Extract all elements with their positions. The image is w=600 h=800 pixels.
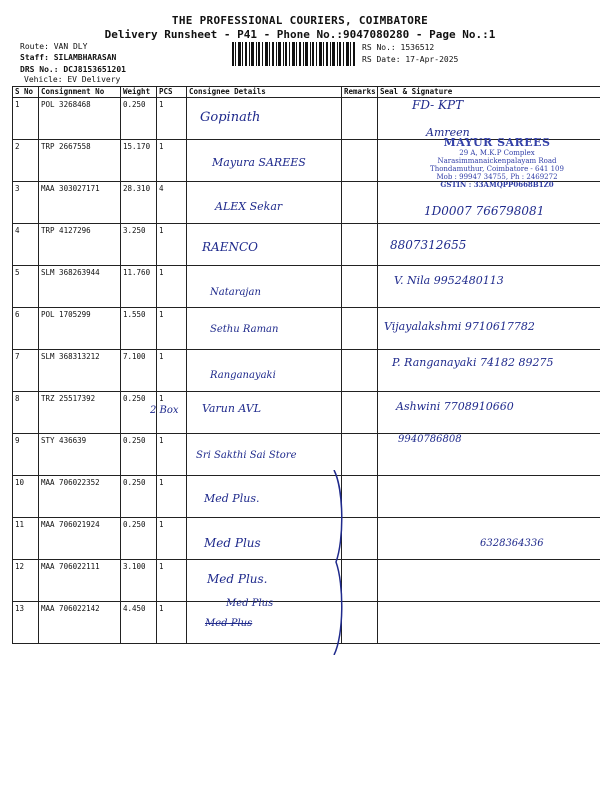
row-remarks — [342, 518, 378, 560]
consignee-handwriting: ALEX Sekar — [215, 200, 283, 213]
row-remarks — [342, 602, 378, 644]
row-weight: 0.250 — [121, 392, 157, 434]
row-weight: 0.250 — [121, 434, 157, 476]
row-remarks — [342, 476, 378, 518]
row-sno: 6 — [13, 308, 39, 350]
row-pcs: 1 — [157, 308, 187, 350]
row-remarks — [342, 308, 378, 350]
row-consignment: MAA 706022142 — [39, 602, 121, 644]
consignee-handwriting: Med Plus. — [204, 492, 260, 505]
table-row — [13, 98, 600, 140]
seal-signature-handwriting: P. Ranganayaki 74182 89275 — [392, 356, 554, 369]
header-consignee: Consignee Details — [187, 87, 342, 98]
row-pcs: 1 — [157, 476, 187, 518]
staff-label: Staff: SILAMBHARASAN — [20, 53, 117, 62]
stamp-line1: 29 A, M.K.P Complex — [459, 149, 535, 157]
drs-number: DRS No.: DCJ8153651201 — [20, 65, 126, 74]
rs-date: RS Date: 17-Apr-2025 — [362, 55, 459, 64]
row-weight: 28.310 — [121, 182, 157, 224]
row-pcs: 1 — [157, 140, 187, 182]
route-label: Route: VAN DLY — [20, 42, 88, 51]
header-sno: S No — [13, 87, 39, 98]
seal-signature-handwriting: Vijayalakshmi 9710617782 — [384, 320, 535, 333]
row-consignment: MAA 303027171 — [39, 182, 121, 224]
table-row — [13, 602, 600, 644]
row-consignment: TRP 4127296 — [39, 224, 121, 266]
row-consignment: POL 3268468 — [39, 98, 121, 140]
row13-struck-text: Med Plus — [205, 618, 253, 629]
header-pcs: PCS — [157, 87, 187, 98]
consignee-handwriting: RAENCO — [202, 240, 258, 254]
row-weight: 1.550 — [121, 308, 157, 350]
row-sno: 10 — [13, 476, 39, 518]
row-remarks — [342, 224, 378, 266]
row-seal-cell — [378, 476, 600, 518]
row-sno: 12 — [13, 560, 39, 602]
table-header-row — [13, 87, 600, 98]
row-remarks — [342, 266, 378, 308]
header-seal: Seal & Signature — [378, 87, 600, 98]
row-weight: 3.100 — [121, 560, 157, 602]
row-weight: 4.450 — [121, 602, 157, 644]
header-weight: Weight — [121, 87, 157, 98]
row-seal-cell — [378, 602, 600, 644]
seal-signature-handwriting: 6328364336 — [480, 538, 544, 549]
row-pcs: 1 — [157, 98, 187, 140]
row-remarks — [342, 560, 378, 602]
row-pcs: 1 — [157, 560, 187, 602]
company-stamp — [402, 136, 592, 189]
row-consignment: MAA 706022111 — [39, 560, 121, 602]
row-consignment: SLM 368313212 — [39, 350, 121, 392]
stamp-name: MAYUR SAREES — [443, 136, 551, 149]
document-subtitle: Delivery Runsheet - P41 - Phone No.:9047080280 - Page No.:1 — [104, 28, 496, 41]
seal-signature-handwriting: 9940786808 — [398, 434, 462, 445]
row-pcs: 1 — [157, 602, 187, 644]
row-sno: 8 — [13, 392, 39, 434]
header-remarks: Remarks — [342, 87, 378, 98]
consignee-handwriting: Med Plus — [204, 536, 261, 550]
row-sno: 7 — [13, 350, 39, 392]
row-pcs: 1 — [157, 434, 187, 476]
row-sno: 1 — [13, 98, 39, 140]
seal-signature-handwriting: FD- KPT — [412, 98, 464, 112]
row-weight: 7.100 — [121, 350, 157, 392]
vehicle-label: Vehicle: EV Delivery — [24, 75, 121, 84]
stamp-line3: Thondamuthur, Coimbatore - 641 109 — [430, 165, 564, 173]
row-pcs: 1 — [157, 224, 187, 266]
row-sno: 11 — [13, 518, 39, 560]
stamp-line4: Mob : 99947 34755, Ph : 2469272 — [436, 173, 558, 181]
row-pcs: 1 — [157, 518, 187, 560]
header-consignment: Consignment No — [39, 87, 121, 98]
row-weight: 3.250 — [121, 224, 157, 266]
row-remarks — [342, 182, 378, 224]
consignee-handwriting: Mayura SAREES — [212, 156, 306, 169]
row-remarks — [342, 392, 378, 434]
stamp-line2: Narasimmanaickenpalayam Road — [437, 157, 557, 165]
barcode-image — [232, 42, 356, 66]
seal-signature-handwriting: Ashwini 7708910660 — [396, 400, 514, 413]
row-remarks — [342, 98, 378, 140]
table-row — [13, 266, 600, 308]
row-pcs: 4 — [157, 182, 187, 224]
seal-signature-handwriting: 1D0007 766798081 — [424, 204, 545, 218]
table-row — [13, 476, 600, 518]
row-consignment: TRP 2667558 — [39, 140, 121, 182]
row-sno: 5 — [13, 266, 39, 308]
row-pcs: 1 — [157, 350, 187, 392]
row-sno: 3 — [13, 182, 39, 224]
row-remarks — [342, 434, 378, 476]
seal-signature-handwriting: Amreen — [426, 126, 470, 139]
document-title: THE PROFESSIONAL COURIERS, COIMBATORE — [171, 14, 429, 27]
row-weight: 0.250 — [121, 98, 157, 140]
row-sno: 13 — [13, 602, 39, 644]
row-sno: 9 — [13, 434, 39, 476]
row-pcs: 1 — [157, 266, 187, 308]
consignee-handwriting: Ranganayaki — [210, 370, 276, 381]
seal-signature-handwriting: 8807312655 — [390, 238, 467, 252]
row-seal-cell — [378, 560, 600, 602]
consignee-handwriting: Med Plus — [226, 598, 274, 609]
table-row — [13, 224, 600, 266]
consignee-handwriting: Gopinath — [200, 110, 261, 125]
seal-signature-handwriting: V. Nila 9952480113 — [394, 274, 504, 287]
row-consignment: MAA 706021924 — [39, 518, 121, 560]
row-weight: 0.250 — [121, 518, 157, 560]
row-pcs: 1 — [157, 392, 187, 434]
table-row — [13, 434, 600, 476]
rs-number: RS No.: 1536512 — [362, 43, 435, 52]
row-sno: 4 — [13, 224, 39, 266]
row8-box-note: 2 Box — [150, 405, 179, 416]
row-consignment: SLM 368263944 — [39, 266, 121, 308]
row-consignment: POL 1705299 — [39, 308, 121, 350]
row-weight: 15.170 — [121, 140, 157, 182]
grouping-brace — [332, 470, 346, 655]
row-sno: 2 — [13, 140, 39, 182]
consignee-handwriting: Sethu Raman — [210, 324, 279, 335]
consignee-handwriting: Sri Sakthi Sai Store — [196, 450, 297, 461]
stamp-gstin: GSTIN : 33AMQPP0668B1Z0 — [440, 180, 554, 189]
consignee-handwriting: Natarajan — [210, 287, 261, 298]
consignee-handwriting: Varun AVL — [202, 402, 262, 415]
row-weight: 11.760 — [121, 266, 157, 308]
row-seal-cell — [378, 98, 600, 140]
table-row — [13, 560, 600, 602]
row-remarks — [342, 140, 378, 182]
row-consignment: MAA 706022352 — [39, 476, 121, 518]
row-remarks — [342, 350, 378, 392]
row-consignment: STY 436639 — [39, 434, 121, 476]
consignee-handwriting: Med Plus. — [207, 572, 268, 586]
row-consignment: TRZ 25517392 — [39, 392, 121, 434]
row-weight: 0.250 — [121, 476, 157, 518]
